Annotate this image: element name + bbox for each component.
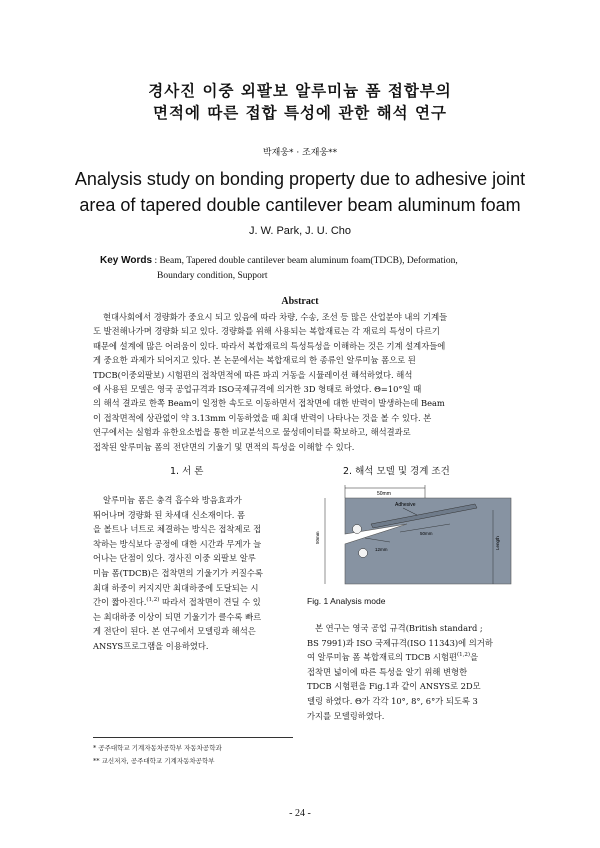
height-label: 50mm (315, 531, 320, 544)
section1-line: 간이 짧아진다.$^{(1,2)}$ 따라서 접착면이 견딜 수 있 (93, 597, 261, 608)
section1-line: 최대 하중이 커지지만 최대하중에 도달되는 시 (93, 582, 259, 593)
citation-ref: (1,2) (146, 597, 160, 604)
section2-line: TDCB 시험편을 Fig.1과 같이 ANSYS로 2D모 (307, 681, 481, 692)
section2-line: 접착면 넓이에 따른 특성을 알기 위해 변형한 (307, 666, 468, 677)
korean-authors: 박재웅* · 조재웅** (262, 148, 338, 158)
section1-line: 어나는 단점이 있다. 경사진 이중 외팔보 알루 (93, 553, 256, 564)
section2-heading: 2. 해석 모델 및 경계 조건 (343, 466, 450, 477)
keywords-block (100, 253, 520, 284)
abstract-line: 현대사회에서 경량화가 중요시 되고 있음에 따라 차량, 수송, 조선 등 많은 산업분야 내의 기계들 (103, 312, 448, 322)
section2-line: BS 7991)과 ISO 국제규격(ISO 11343)에 의거하 (307, 637, 493, 648)
pin-hole-bottom (359, 549, 368, 558)
hole-spacing-label: 12mm (375, 547, 388, 552)
section2-body (307, 621, 513, 723)
section1-body (93, 493, 295, 654)
width-label: 50mm (377, 491, 391, 497)
citation-ref: (1,2) (457, 652, 471, 659)
abstract-line: TDCB(이중외팔보) 시험편의 접착면적에 따른 파괴 거동을 시뮬레이션 해석하였다. 해석 (93, 369, 413, 380)
abstract-line: 의 해석 결과로 한쪽 Beam이 일정한 속도로 이동하면서 접착면에 대한 반력이 발생하는데 Beam (93, 398, 445, 409)
bond-length-label: 50mm (420, 531, 433, 536)
abstract-line: 연구에서는 실험과 유한요소법을 통한 비교분석으로 물성데이터를 확보하고, 해석결과로 (93, 427, 411, 438)
section1-line: 을 볼트나 너트로 체결하는 방식은 접착제로 접 (93, 524, 262, 535)
footnotes (93, 742, 303, 768)
keywords-line1: : Beam, Tapered double cantilever beam aluminum foam(TDCB), Deformation, (154, 256, 458, 266)
figure-1 (305, 480, 515, 590)
section2-line: 본 연구는 영국 공업 규격(British standard ; (315, 623, 483, 633)
pin-hole-top (353, 525, 362, 534)
specimen-body (345, 498, 511, 584)
section1-line: 착하는 방식보다 공정에 대한 시간과 무게가 늘 (93, 538, 262, 549)
english-authors: J. W. Park, J. U. Cho (248, 225, 352, 237)
section1-line: 미늄 폼(TDCB)은 접착면의 기울기가 커질수록 (93, 567, 263, 578)
english-title-line2: area of tapered double cantilever beam aluminum foam (79, 195, 521, 215)
abstract-line: 에 사용된 모델은 영국 공업규격과 ISO국제규격에 의거한 3D 형태로 하였다. Θ=10°일 때 (93, 384, 422, 395)
section1-line: 뛰어나며 경량화 된 차세대 신소재이다. 폼 (93, 509, 246, 520)
analysis-model-diagram (305, 480, 515, 590)
section2-line: 델링 하였다. Θ가 각각 10°, 8°, 6°가 되도록 3 (307, 695, 478, 706)
footnote-2: ** 교신저자, 공주대학교 기계자동차공학부 (93, 757, 215, 765)
korean-title-line2: 면적에 따른 접합 특성에 관한 해석 연구 (153, 104, 447, 122)
section1-line: ANSYS프로그램을 이용하였다. (93, 640, 209, 651)
section2-line: 여 알루미늄 폼 복합재료의 TDCB 시험편$^{(1,2)}$을 (307, 652, 479, 663)
abstract-line: 때문에 설계에 많은 어려움이 있다. 따라서 복합재료의 특성특성을 이해하는 것은 기계 설계자들에 (93, 340, 446, 351)
page-number: - 24 - (289, 808, 311, 819)
abstract-heading: Abstract (281, 296, 319, 307)
length-label: Length (495, 536, 500, 550)
abstract-line: 접착된 알루미늄 폼의 전단면의 기울기 및 면적의 특성을 이해할 수 있다. (93, 441, 355, 452)
abstract-line: 도 발전해나가며 경량화 되고 있다. 경량화를 위해 사용되는 복합재료는 각 재료의 특성이 다르기 (93, 326, 440, 337)
abstract-line: 이 접착면적에 상관없이 약 3.13mm 이동하였을 때 최대 반력이 나타나는 것을 볼 수 있다. 본 (93, 412, 432, 423)
english-title-line1: Analysis study on bonding property due to adhesive joint (74, 169, 526, 189)
keywords-label: Key Words (100, 255, 153, 266)
korean-title-line1: 경사진 이중 외팔보 알루미늄 폼 접합부의 (148, 82, 452, 100)
figure-caption: Fig. 1 Analysis mode (307, 596, 386, 606)
section1-heading: 1. 서 론 (170, 466, 204, 477)
abstract-line: 게 중요한 과제가 되어지고 있다. 본 논문에서는 복합재료의 한 종류인 알루미늄 폼으로 된 (93, 355, 416, 366)
footnote-divider (93, 737, 293, 738)
keywords-line2: Boundary condition, Support (157, 271, 268, 281)
abstract-body (93, 310, 511, 454)
footnote-1: * 공주대학교 기계자동차공학부 자동차공학과 (93, 744, 222, 752)
section1-line: 게 전단이 된다. 본 연구에서 모델링과 해석은 (93, 626, 256, 637)
section1-line: 는 최대하중 이상이 되면 기울기가 클수록 빠르 (93, 611, 262, 622)
adhesive-label: Adhesive (395, 502, 416, 508)
section2-line: 가지를 모델링하였다. (307, 710, 385, 721)
section1-line: 알루미늄 폼은 충격 흡수와 방음효과가 (103, 495, 242, 505)
